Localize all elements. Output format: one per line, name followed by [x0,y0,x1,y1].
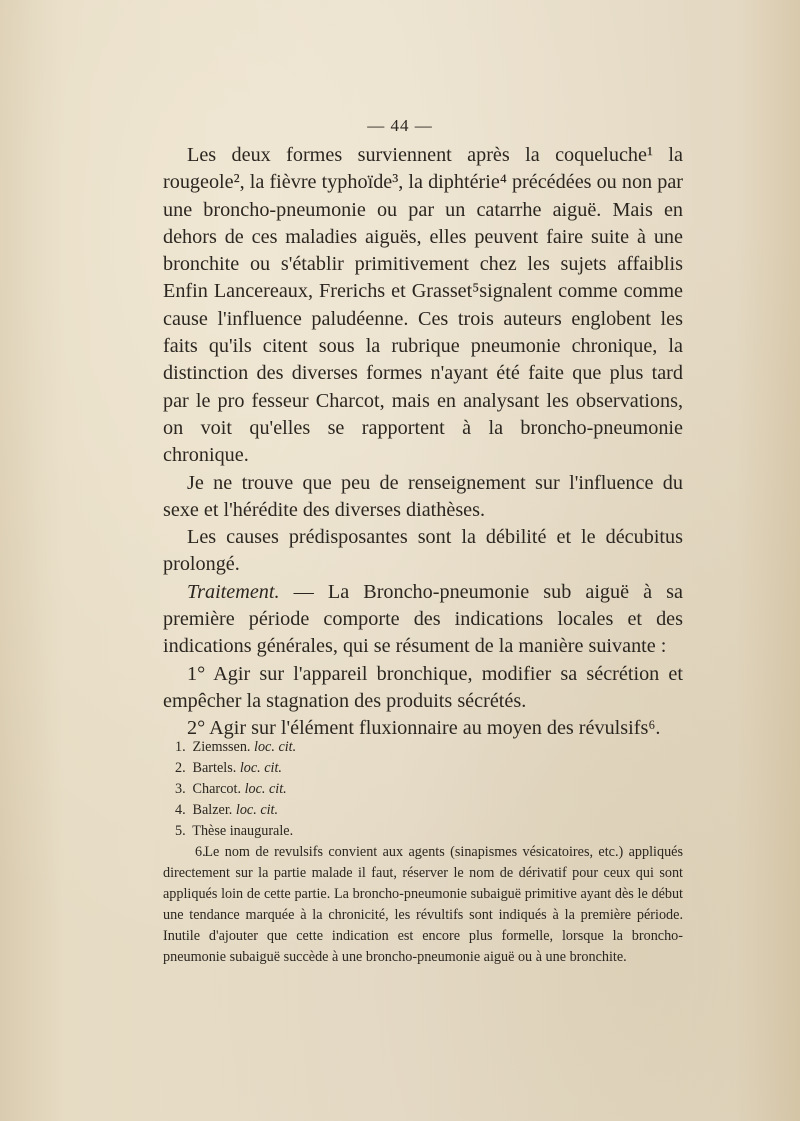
footnote-ref: loc. cit. [244,781,287,797]
footnote-text: Charcot. [192,781,242,797]
footnote [163,800,683,821]
footnote-text: Le nom de revulsifs convient aux agents (sinapismes vésicatoires, etc.) appliqués directement sur la partie malade il faut, réserver le nom de dérivatif pour ceux qui sont appliqués loin de cette partie. La broncho-pneumonie subaiguë primitive ayant dès le début une tendance marquée à la chronicité, les révultifs sont indiqués à la première période. Inutile d'ajouter que cette indication est encore plus formelle, lorsque la broncho-pneumonie subaiguë succède à une broncho-pneumonie aiguë ou à une bronchite. [163,844,683,965]
paragraph-point-2: 2° Agir sur l'élément fluxionnaire au moyen des révulsifs⁶. [187,717,661,740]
paragraph-predisposing: Les causes prédisposantes sont la débilité et le décubitus prolongé. [163,526,683,576]
page-number: — 44 — [367,116,433,135]
footnote [163,779,683,800]
footnote-text: Balzer. [192,802,233,818]
footnote-number: 1. [175,739,186,755]
main-text [163,142,683,743]
footnote-number: 6. [195,844,206,860]
footnote [163,821,683,842]
paragraph-treatment [163,579,683,661]
paragraph-heredity: Je ne trouve que peu de renseignement sur l'influence du sexe et l'hérédite des diverses diathèses. [163,471,683,521]
footnote-number: 3. [175,781,186,797]
paragraph-point-1: 1° Agir sur l'appareil bronchique, modifier sa sécrétion et empêcher la stagnation des produits sécrétés. [163,662,683,712]
footnote-number: 2. [175,760,186,776]
footnote-text: Bartels. [192,760,237,776]
footnote-text: Ziemssen. [192,739,251,755]
footnote-number: 5. [175,823,186,839]
footnote [163,842,683,968]
footnotes [163,737,683,968]
footnote-number: 4. [175,802,186,818]
footnote-ref: loc. cit. [235,802,279,818]
footnote [163,758,683,779]
footnote-ref: loc. cit. [254,739,297,755]
footnote-text: Thèse inaugurale. [192,823,294,839]
treatment-text: — La Broncho-pneumonie sub aiguë à sa première période comporte des indications locales et des indications générales, qui se résument de la manière suivante : [163,580,683,658]
paragraph-causes: Les deux formes surviennent après la coqueluche¹ la rougeole², la fièvre typhoïde³, la diphtérie⁴ précédées ou non par une broncho-pneumonie ou par un catarrhe aiguë. Mais en dehors de ces maladies aiguës, elles peuvent faire suite à une bronchite ou s'établir primitivement chez les sujets affaiblis Enfin Lancereaux, Frerichs et Grasset⁵signalent comme comme cause l'influence paludéenne. Ces trois auteurs englobent les faits qu'ils citent sous la rubrique pneumonie chronique, la distinction des diverses formes n'ayant été faite que plus tard par le pro fesseur Charcot, mais en analysant les observations, on voit qu'elles se rapportent à la broncho-pneumonie chronique. [163,144,683,467]
treatment-heading: Traitement. [187,580,280,603]
footnote-ref: loc. cit. [239,760,282,776]
footnote [163,737,683,758]
